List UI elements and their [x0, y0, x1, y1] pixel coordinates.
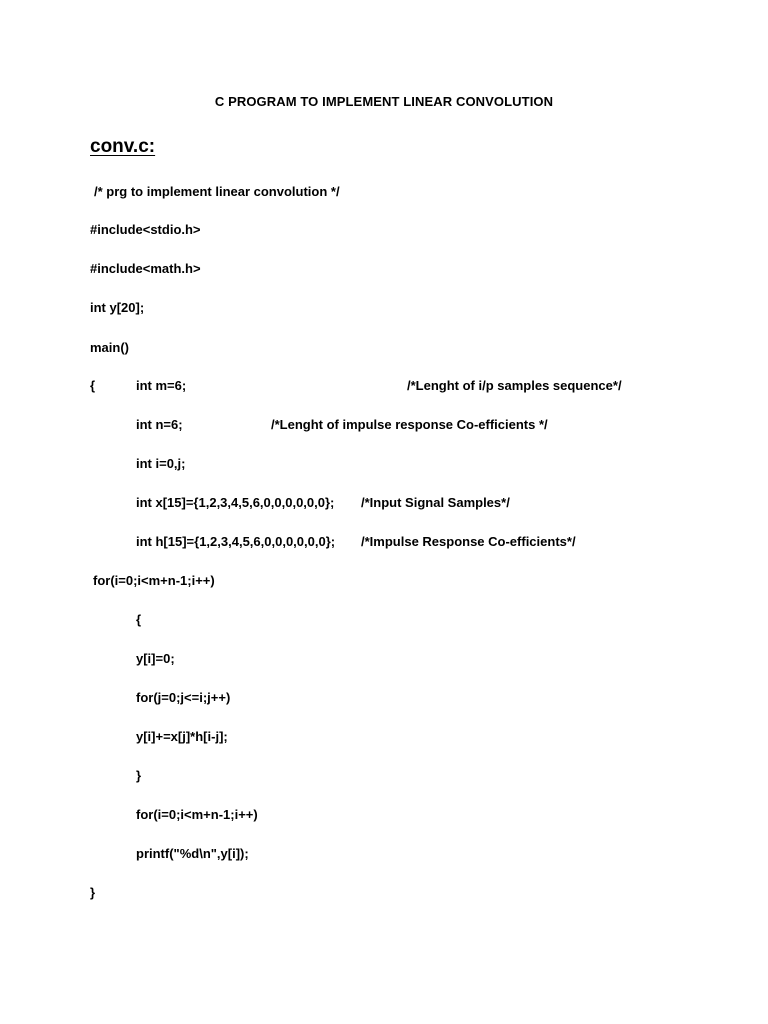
- code-decl-x: int x[15]={1,2,3,4,5,6,0,0,0,0,0,0};: [136, 495, 335, 510]
- code-comment-header: /* prg to implement linear convolution */: [94, 184, 340, 199]
- code-open-brace-for: {: [136, 612, 142, 627]
- code-include-stdio: #include<stdio.h>: [90, 222, 201, 237]
- code-include-math: #include<math.h>: [90, 261, 201, 276]
- code-comment-n: /*Lenght of impulse response Co-efficients */: [271, 417, 548, 432]
- code-open-brace-main: {: [90, 378, 96, 393]
- code-decl-y: int y[20];: [90, 300, 145, 315]
- code-close-brace-main: }: [90, 885, 96, 900]
- page-title: C PROGRAM TO IMPLEMENT LINEAR CONVOLUTION: [214, 94, 554, 109]
- code-comment-m: /*Lenght of i/p samples sequence*/: [407, 378, 622, 393]
- code-for-inner: for(j=0;j<=i;j++): [136, 690, 231, 705]
- code-y-reset: y[i]=0;: [136, 651, 175, 666]
- code-for-print: for(i=0;i<m+n-1;i++): [136, 807, 258, 822]
- code-printf: printf("%d\n",y[i]);: [136, 846, 249, 861]
- code-main: main(): [90, 340, 129, 355]
- code-for-outer: for(i=0;i<m+n-1;i++): [93, 573, 215, 588]
- code-accumulate: y[i]+=x[j]*h[i-j];: [136, 729, 228, 744]
- file-heading: conv.c:: [90, 136, 156, 157]
- code-decl-m: int m=6;: [136, 378, 187, 393]
- code-decl-n: int n=6;: [136, 417, 183, 432]
- code-close-brace-for: }: [136, 768, 142, 783]
- code-decl-h: int h[15]={1,2,3,4,5,6,0,0,0,0,0,0};: [136, 534, 336, 549]
- code-decl-ij: int i=0,j;: [136, 456, 186, 471]
- code-comment-x: /*Input Signal Samples*/: [361, 495, 510, 510]
- code-comment-h: /*Impulse Response Co-efficients*/: [361, 534, 576, 549]
